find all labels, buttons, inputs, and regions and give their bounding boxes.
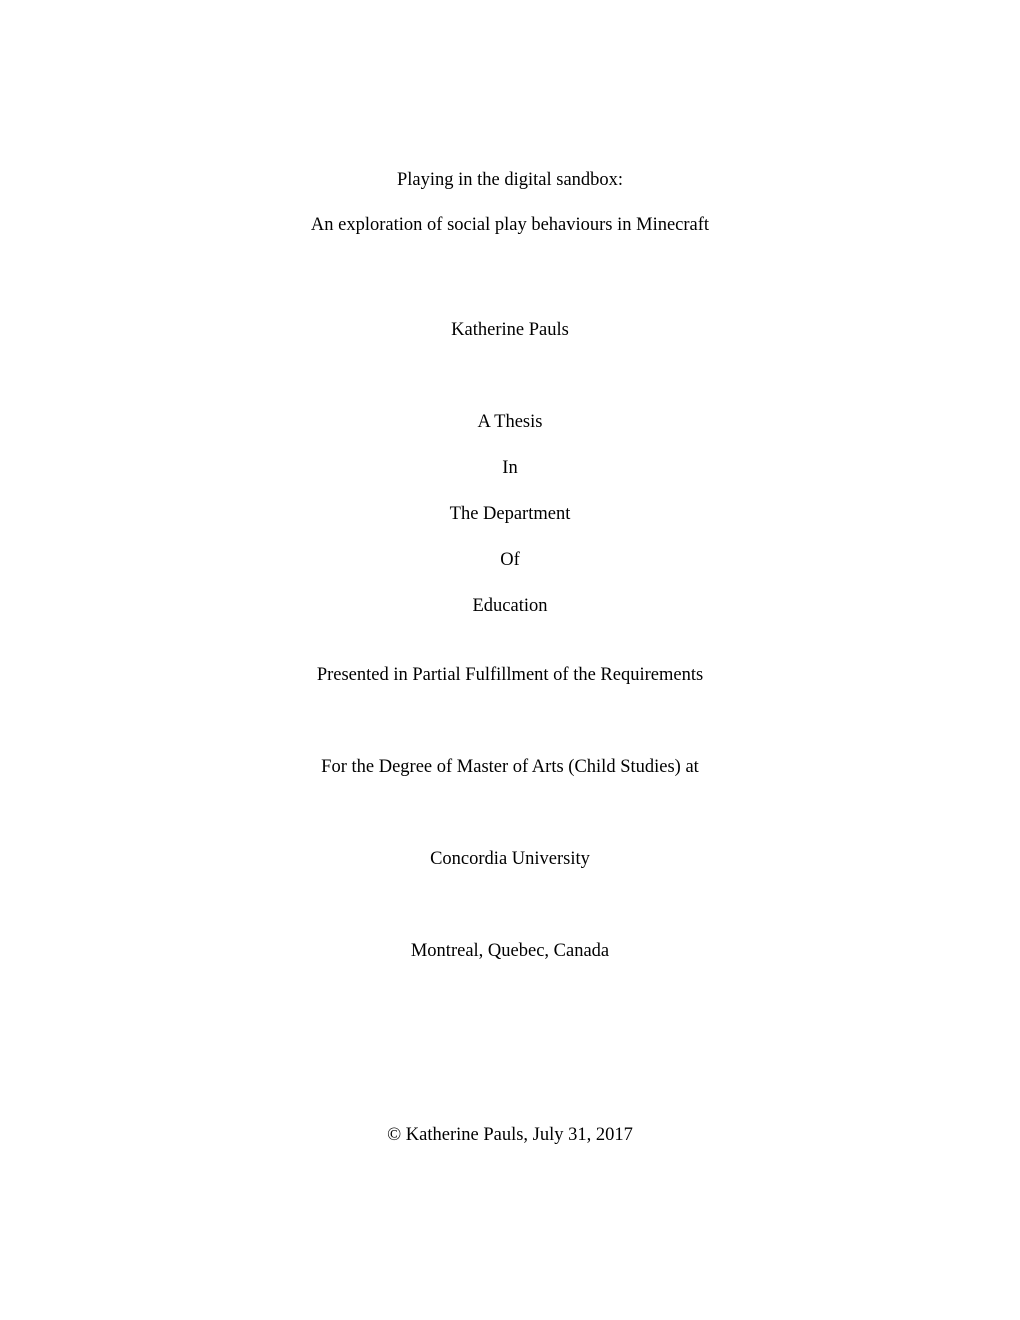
title-line-1: Playing in the digital sandbox:	[396, 170, 624, 190]
author-name: Katherine Pauls	[451, 320, 569, 340]
in-label: In	[502, 458, 518, 478]
degree-statement: For the Degree of Master of Arts (Child Studies) at	[321, 757, 699, 777]
department-name: Education	[472, 596, 548, 616]
university-name: Concordia University	[430, 849, 590, 869]
location: Montreal, Quebec, Canada	[410, 941, 610, 961]
thesis-label: A Thesis	[477, 412, 543, 432]
presented-statement: Presented in Partial Fulfillment of the Requirements	[316, 665, 704, 685]
department-label: The Department	[449, 504, 571, 524]
copyright-notice: © Katherine Pauls, July 31, 2017	[387, 1125, 633, 1145]
title-line-2: An exploration of social play behaviours in Minecraft	[310, 215, 710, 235]
of-label: Of	[500, 550, 520, 570]
